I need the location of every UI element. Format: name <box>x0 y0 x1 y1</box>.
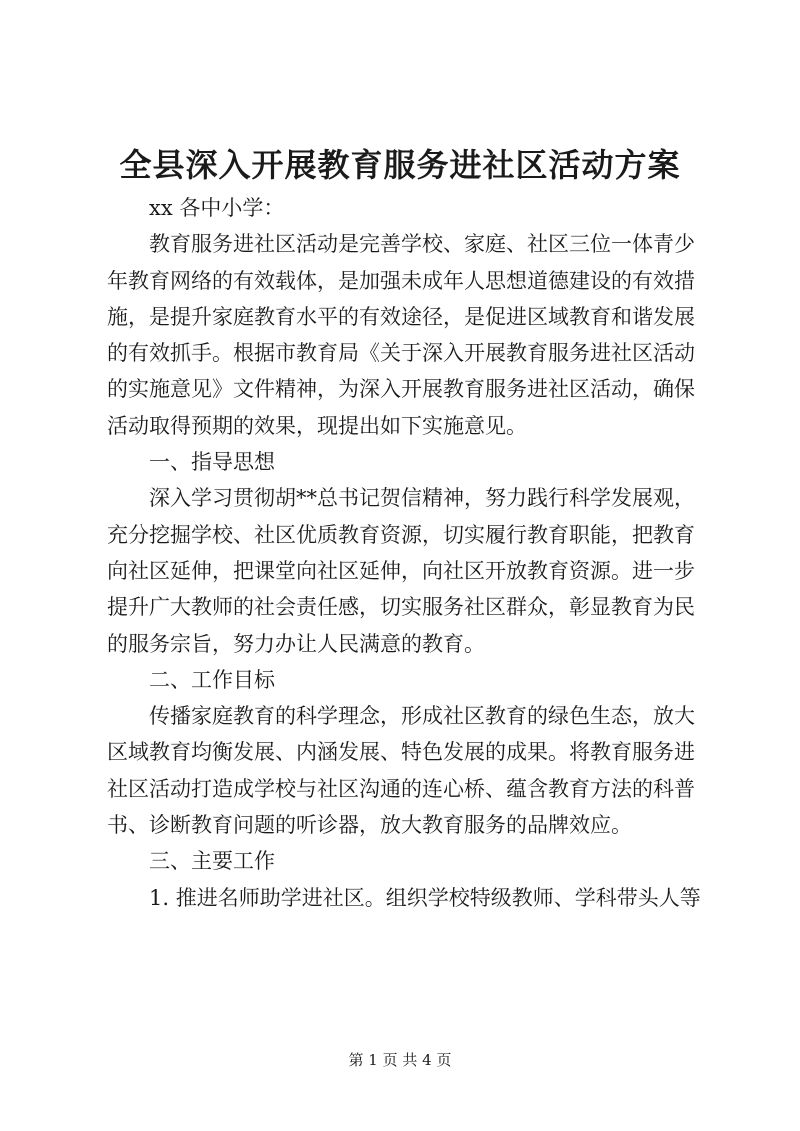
work-goals-paragraph <box>107 698 707 843</box>
paragraph-line: 的实施意见》文件精神，为深入开展教育服务进社区活动，确保 <box>107 377 695 402</box>
document-body <box>107 190 707 916</box>
paragraph-line: 的有效抓手。根据市教育局《关于深入开展教育服务进社区活动 <box>107 341 695 366</box>
paragraph-line: 向社区延伸，把课堂向社区延伸，向社区开放教育资源。进一步 <box>107 558 695 583</box>
section-heading-work-goals: 二、工作目标 <box>149 667 275 692</box>
intro-paragraph <box>107 226 707 444</box>
paragraph-line: 施，是提升家庭教育水平的有效途径，是促进区域教育和谐发展 <box>107 304 695 329</box>
guiding-thought-paragraph <box>107 480 707 661</box>
paragraph-line: 1. 推进名师助学进社区。组织学校特级教师、学科带头人等 <box>149 885 701 910</box>
paragraph-line: 社区活动打造成学校与社区沟通的连心桥、蕴含教育方法的科普 <box>107 776 695 801</box>
paragraph-line: 活动取得预期的效果，现提出如下实施意见。 <box>107 413 527 438</box>
main-work-item-1 <box>107 880 707 916</box>
paragraph-line: 区域教育均衡发展、内涵发展、特色发展的成果。将教育服务进 <box>107 740 695 765</box>
paragraph-line: 年教育网络的有效载体，是加强未成年人思想道德建设的有效措 <box>107 268 695 293</box>
section-heading-main-work: 三、主要工作 <box>149 849 275 874</box>
paragraph-line: 提升广大教师的社会责任感，切实服务社区群众，彰显教育为民 <box>107 595 695 620</box>
paragraph-line: 教育服务进社区活动是完善学校、家庭、社区三位一体青少 <box>149 232 695 257</box>
paragraph-line: 传播家庭教育的科学理念，形成社区教育的绿色生态，放大 <box>149 704 695 729</box>
paragraph-line: 的服务宗旨，努力办让人民满意的教育。 <box>107 631 485 656</box>
page-footer: 第 1 页 共 4 页 <box>348 1051 452 1069</box>
salutation: xx 各中小学： <box>149 196 285 220</box>
paragraph-line: 书、诊断教育问题的听诊器，放大教育服务的品牌效应。 <box>107 813 632 838</box>
paragraph-line: 深入学习贯彻胡**总书记贺信精神，努力践行科学发展观， <box>149 486 695 511</box>
paragraph-line: 充分挖掘学校、社区优质教育资源，切实履行教育职能，把教育 <box>107 522 695 547</box>
section-heading-guiding-thought: 一、指导思想 <box>149 450 275 475</box>
document-title: 全县深入开展教育服务进社区活动方案 <box>119 146 681 184</box>
